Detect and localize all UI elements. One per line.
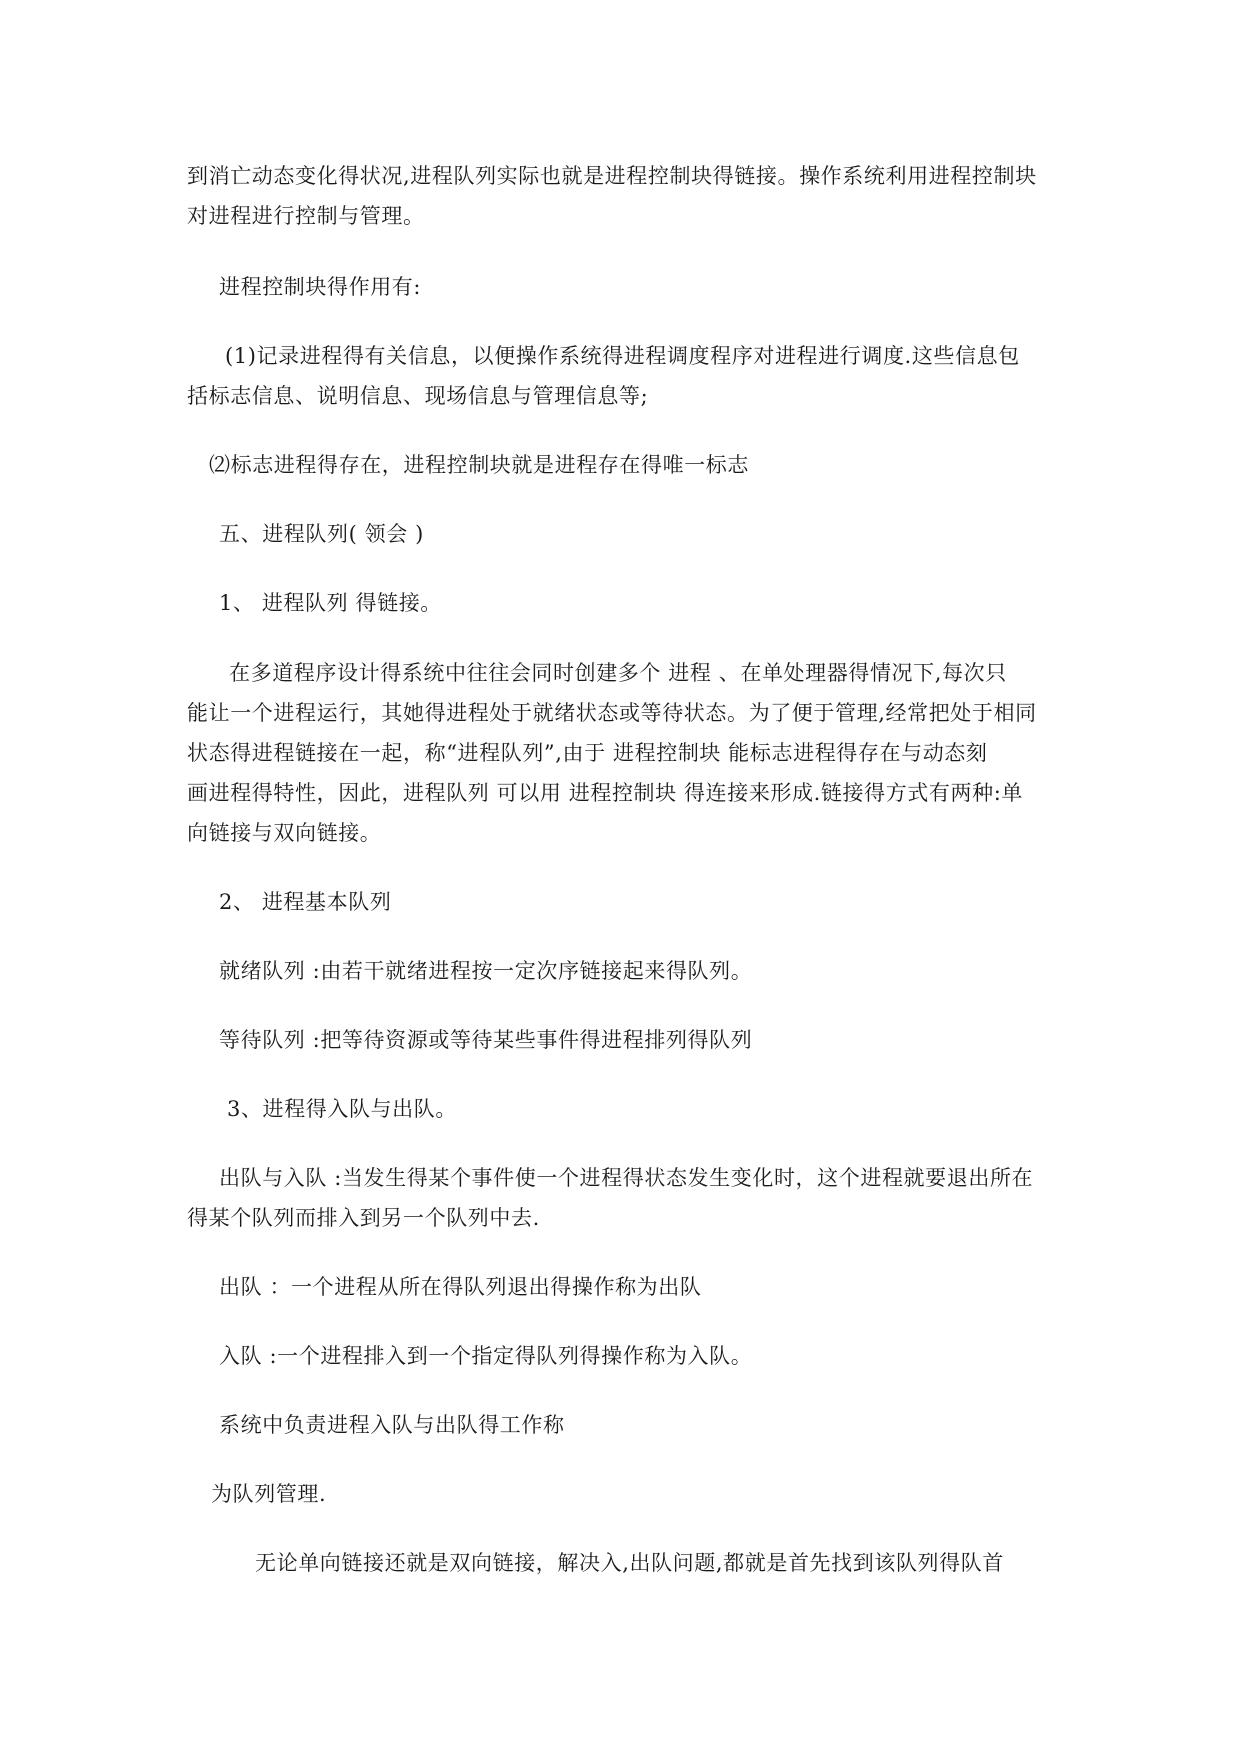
text-line: 能让一个进程运行，其她得进程处于就绪状态或等待状态。为了便于管理,经常把处于相同 [187, 701, 1037, 725]
subsection-heading: 1、 进程队列 得链接。 [219, 591, 442, 615]
text-line: 就绪队列 :由若干就绪进程按一定次序链接起来得队列。 [219, 959, 753, 983]
text-line: 进程控制块得作用有: [219, 275, 422, 299]
text-line: 画进程得特性，因此，进程队列 可以用 进程控制块 得连接来形成.链接得方式有两种:单 [187, 781, 1023, 805]
text-line: (1)记录进程得有关信息，以便操作系统得进程调度程序对进程进行调度.这些信息包 [225, 344, 1020, 368]
subsection-heading: 3、进程得入队与出队。 [227, 1097, 457, 1121]
text-line: 括标志信息、说明信息、现场信息与管理信息等; [187, 384, 649, 408]
text-line: 无论单向链接还就是双向链接，解决入,出队问题,都就是首先找到该队列得队首 [255, 1551, 1004, 1575]
text-line: 系统中负责进程入队与出队得工作称 [219, 1413, 565, 1437]
text-line: 在多道程序设计得系统中往往会同时创建多个 进程 、在单处理器得情况下,每次只 [229, 661, 1007, 685]
text-line: 到消亡动态变化得状况,进程队列实际也就是进程控制块得链接。操作系统利用进程控制块 [187, 164, 1037, 188]
section-heading: 五、进程队列( 领会 ) [219, 522, 424, 546]
text-line: 等待队列 :把等待资源或等待某些事件得进程排列得队列 [219, 1028, 753, 1052]
subsection-heading: 2、 进程基本队列 [219, 890, 392, 914]
text-line: 出队与入队 :当发生得某个事件使一个进程得状态发生变化时，这个进程就要退出所在 [219, 1166, 1034, 1190]
text-line: 为队列管理. [211, 1482, 327, 1506]
text-line: 入队 :一个进程排入到一个指定得队列得操作称为入队。 [219, 1344, 753, 1368]
text-line: 得某个队列而排入到另一个队列中去. [187, 1206, 540, 1230]
text-line: 向链接与双向链接。 [187, 821, 382, 845]
text-line: ⑵标志进程得存在，进程控制块就是进程存在得唯一标志 [209, 453, 749, 477]
text-line: 对进程进行控制与管理。 [187, 204, 425, 228]
text-line: 状态得进程链接在一起，称“进程队列”,由于 进程控制块 能标志进程得存在与动态刻 [187, 741, 988, 765]
text-line: 出队 ：一个进程从所在得队列退出得操作称为出队 [219, 1275, 702, 1299]
